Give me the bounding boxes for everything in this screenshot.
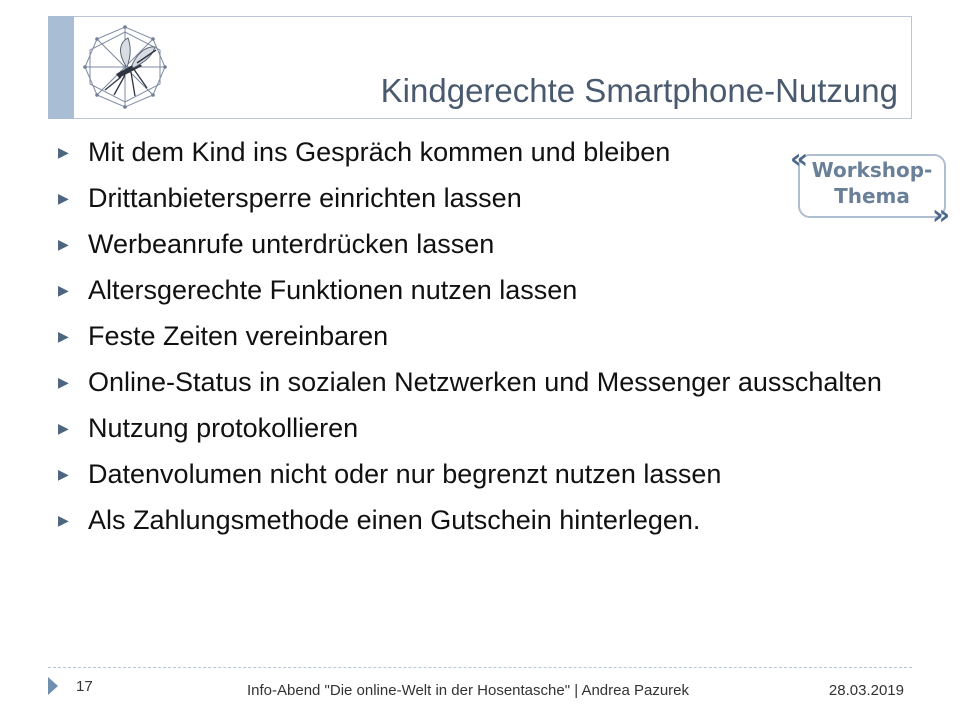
triangle-right-icon: ▶ [58, 374, 69, 390]
bullet-item [58, 457, 898, 491]
bullet-text: Nutzung protokollieren [88, 413, 359, 443]
bullet-item [58, 181, 898, 215]
triangle-right-icon: ▶ [58, 420, 69, 436]
double-chevron-left-icon: « [790, 142, 809, 175]
triangle-right-icon [48, 677, 58, 695]
bullet-text: Datenvolumen nicht oder nur begrenzt nutzen lassen [88, 459, 722, 489]
bullet-item [58, 365, 898, 399]
triangle-right-icon: ▶ [58, 282, 69, 298]
page-number: 17 [76, 678, 93, 695]
bullet-text: Mit dem Kind ins Gespräch kommen und bleiben [88, 137, 671, 167]
bullet-text: Als Zahlungsmethode einen Gutschein hinterlegen. [88, 505, 701, 535]
bullet-text: Werbeanrufe unterdrücken lassen [88, 229, 495, 259]
bullet-list [58, 135, 898, 549]
triangle-right-icon: ▶ [58, 144, 69, 160]
footer-divider [48, 667, 912, 668]
bullet-item [58, 135, 898, 169]
bullet-item [58, 503, 898, 537]
bullet-text: Drittanbietersperre einrichten lassen [88, 183, 522, 213]
double-chevron-right-icon: » [932, 198, 951, 231]
triangle-right-icon: ▶ [58, 512, 69, 528]
workshop-badge [790, 142, 952, 231]
badge-line-2: Thema [834, 184, 910, 208]
bullet-item [58, 273, 898, 307]
footer-date: 28.03.2019 [828, 682, 904, 699]
triangle-right-icon: ▶ [58, 236, 69, 252]
logo [80, 22, 170, 112]
triangle-right-icon: ▶ [58, 466, 69, 482]
triangle-right-icon: ▶ [58, 328, 69, 344]
slide-title: Kindgerechte Smartphone-Nutzung [380, 72, 898, 109]
bullet-text: Altersgerechte Funktionen nutzen lassen [88, 275, 578, 305]
bullet-item [58, 411, 898, 445]
triangle-right-icon: ▶ [58, 190, 69, 206]
bullet-item [58, 227, 898, 261]
bullet-item [58, 319, 898, 353]
badge-line-1: Workshop- [811, 158, 933, 182]
title-accent-band [48, 16, 74, 119]
footer-text: Info-Abend "Die online-Welt in der Hosentasche" | Andrea Pazurek [246, 682, 690, 699]
bullet-text: Feste Zeiten vereinbaren [88, 321, 389, 351]
bullet-text: Online-Status in sozialen Netzwerken und Messenger ausschalten [88, 367, 882, 397]
